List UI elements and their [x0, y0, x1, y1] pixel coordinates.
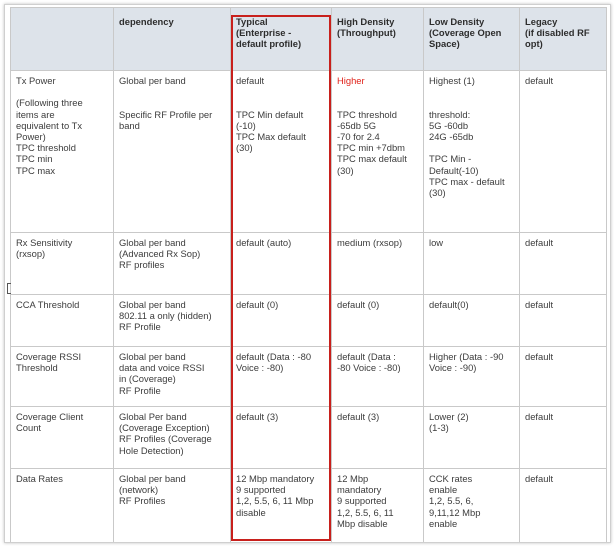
- table-cell: default (0): [332, 295, 424, 347]
- header-cell-blank: [11, 8, 114, 71]
- table-cell: Coverage RSSI Threshold: [11, 347, 114, 407]
- rf-profile-table: [10, 7, 607, 543]
- table-cell: Coverage Client Count: [11, 407, 114, 469]
- table-cell: default (auto): [231, 233, 332, 295]
- highlighted-value: Higher: [337, 75, 365, 86]
- header-cell-legacy: Legacy (if disabled RF opt): [520, 8, 607, 71]
- table-row-coverage-rssi: [11, 347, 607, 407]
- table-cell: Global per band (Advanced Rx Sop) RF profiles: [114, 233, 231, 295]
- table-cell: default (3): [231, 407, 332, 469]
- table-cell: CCK rates enable 1,2, 5.5, 6, 9,11,12 Mbp enable: [424, 469, 520, 544]
- table-row-coverage-client-count: [11, 407, 607, 469]
- table-cell: Data Rates: [11, 469, 114, 544]
- table-cell: 12 Mbp mandatory 9 supported 1,2, 5.5, 6, 11 Mbp disable: [332, 469, 424, 544]
- header-cell-low-density: Low Density (Coverage Open Space): [424, 8, 520, 71]
- table-cell: Rx Sensitivity (rxsop): [11, 233, 114, 295]
- table-cell: low: [424, 233, 520, 295]
- table-frame: [4, 4, 611, 543]
- table-cell: default (Data : -80 Voice : -80): [332, 347, 424, 407]
- table-cell: Global Per band (Coverage Exception) RF Profiles (Coverage Hole Detection): [114, 407, 231, 469]
- table-row-rx-sensitivity: [11, 233, 607, 295]
- table-cell: default (0): [231, 295, 332, 347]
- table-cell: default: [520, 407, 607, 469]
- edge-bracket-mark: [7, 283, 11, 294]
- table-cell: default(0): [424, 295, 520, 347]
- header-cell-high-density: High Density (Throughput): [332, 8, 424, 71]
- table-cell: Lower (2) (1-3): [424, 407, 520, 469]
- table-cell: default (3): [332, 407, 424, 469]
- table-cell: Highest (1) threshold: 5G -60db 24G -65db TPC Min - Default(-10) TPC max - default (30): [424, 71, 520, 233]
- table-cell: default: [520, 469, 607, 544]
- table-cell: Higher (Data : -90 Voice : -90): [424, 347, 520, 407]
- header-cell-typical: Typical (Enterprise - default profile): [231, 8, 332, 71]
- table-row-tx-power: [11, 71, 607, 233]
- table-cell: Global per band (network) RF Profiles: [114, 469, 231, 544]
- table-row-cca-threshold: [11, 295, 607, 347]
- table-cell: default: [520, 71, 607, 233]
- table-row-data-rates: [11, 469, 607, 544]
- table-cell: Global per band 802.11 a only (hidden) RF Profile: [114, 295, 231, 347]
- table-cell: 12 Mbp mandatory 9 supported 1,2, 5.5, 6, 11 Mbp disable: [231, 469, 332, 544]
- table-cell: Global per band Specific RF Profile per band: [114, 71, 231, 233]
- header-cell-dependency: dependency: [114, 8, 231, 71]
- table-cell: default: [520, 347, 607, 407]
- table-cell: medium (rxsop): [332, 233, 424, 295]
- table-cell: CCA Threshold: [11, 295, 114, 347]
- table-cell-highlighted: Higher TPC threshold -65db 5G -70 for 2.4 TPC min +7dbm TPC max default (30): [332, 71, 424, 233]
- table-header-row: [11, 8, 607, 71]
- table-cell: Global per band data and voice RSSI in (Coverage) RF Profile: [114, 347, 231, 407]
- table-cell: default: [520, 295, 607, 347]
- table-cell: default TPC Min default (-10) TPC Max default (30): [231, 71, 332, 233]
- table-cell: default: [520, 233, 607, 295]
- table-cell: default (Data : -80 Voice : -80): [231, 347, 332, 407]
- table-cell: Tx Power (Following three items are equivalent to Tx Power) TPC threshold TPC min TPC max: [11, 71, 114, 233]
